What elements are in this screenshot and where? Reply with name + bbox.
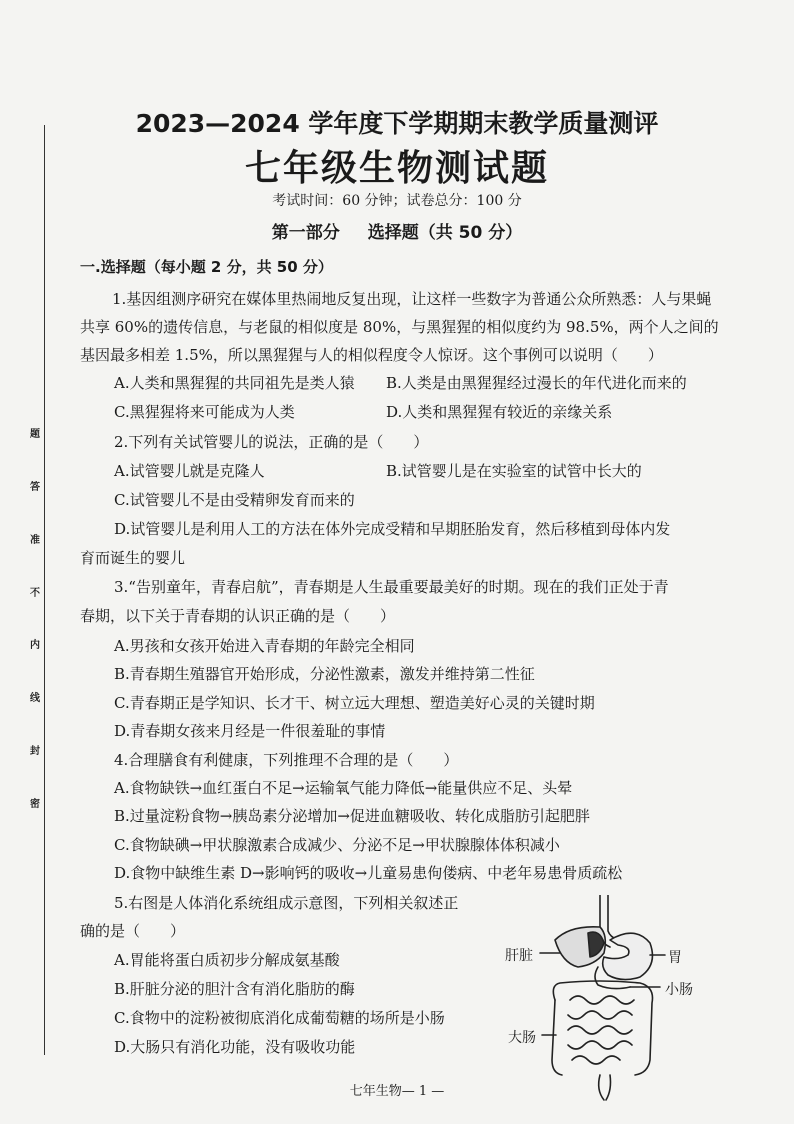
binding-margin-text [27,430,43,810]
binding-line [44,125,45,1055]
q4-option-c: C.食物缺碘→甲状腺激素合成减少、分泌不足→甲状腺腺体体积减小 [114,836,560,854]
digestive-system-illustration [500,895,710,1105]
q1-option-d: D.人类和黑猩猩有较近的亲缘关系 [386,403,613,421]
binding-char: 题 [30,429,40,440]
q5-stem-line1: 5.右图是人体消化系统组成示意图，下列相关叙述正 [114,894,459,912]
part-heading [0,218,794,243]
q4-option-a: A.食物缺铁→血红蛋白不足→运输氧气能力降低→能量供应不足、头晕 [114,779,573,797]
q1-option-a: A.人类和黑猩猩的共同祖先是类人猿 [114,374,355,392]
label-liver: 肝脏 [505,948,533,964]
binding-char: 答 [30,481,40,493]
q4-stem: 4.合理膳食有利健康，下列推理不合理的是（ ） [114,751,459,769]
exam-title-line2: 七年级生物测试题 [244,148,549,189]
binding-char: 准 [30,534,40,546]
q3-option-a: A.男孩和女孩开始进入青春期的年龄完全相同 [114,637,415,655]
q2-option-d-line1: D.试管婴儿是利用人工的方法在体外完成受精和早期胚胎发育，然后移植到母体内发 [114,520,671,538]
q2-option-a: A.试管婴儿就是克隆人 [114,462,265,480]
q5-option-c: C.食物中的淀粉被彻底消化成葡萄糖的场所是小肠 [114,1009,445,1027]
binding-char: 内 [30,640,40,652]
q1-option-b: B.人类是由黑猩猩经过漫长的年代进化而来的 [386,374,687,392]
q3-stem-line2: 春期，以下关于青春期的认识正确的是（ ） [80,607,396,625]
q2-option-c: C.试管婴儿不是由受精卵发育而来的 [114,491,355,509]
label-large-intestine: 大肠 [508,1030,536,1046]
binding-char: 密 [30,798,40,810]
exam-meta: 考试时间：60 分钟；试卷总分：100 分 [272,193,522,209]
q1-stem-line3: 基因最多相差 1.5%，所以黑猩猩与人的相似程度令人惊讶。这个事例可以说明（ ） [80,346,663,364]
label-stomach: 胃 [668,950,682,966]
q3-option-c: C.青春期正是学知识、长才干、树立远大理想、塑造美好心灵的关键时期 [114,694,595,712]
exam-title-line1: 2023—2024 学年度下学期期末教学质量测评 [135,109,659,138]
binding-char: 线 [30,693,40,705]
binding-char: 不 [30,587,40,599]
digestive-system-diagram [500,895,710,1105]
q3-option-b: B.青春期生殖器官开始形成，分泌性激素，激发并维持第二性征 [114,665,535,683]
part-title: 选择题（共 50 分） [367,223,523,243]
q4-option-b: B.过量淀粉食物→胰岛素分泌增加→促进血糖吸收、转化成脂肪引起肥胖 [114,807,590,825]
q5-option-d: D.大肠只有消化功能，没有吸收功能 [114,1038,356,1056]
q1-stem-line2: 共享 60%的遗传信息，与老鼠的相似度是 80%，与黑猩猩的相似度约为 98.5%，两个人之间的 [80,318,719,336]
q4-option-d: D.食物中缺维生素 D→影响钙的吸收→儿童易患佝偻病、中老年易患骨质疏松 [114,864,623,882]
page-footer: 七年生物— 1 — [349,1084,445,1099]
q2-stem: 2.下列有关试管婴儿的说法，正确的是（ ） [114,433,429,451]
q5-stem-line2: 确的是（ ） [80,922,186,940]
q5-option-b: B.肝脏分泌的胆汁含有消化脂肪的酶 [114,980,355,998]
q1-option-c: C.黑猩猩将来可能成为人类 [114,403,295,421]
q2-option-d-line2: 育而诞生的婴儿 [80,549,186,567]
section-heading: 一.选择题（每小题 2 分，共 50 分） [80,258,333,276]
q2-option-b: B.试管婴儿是在实验室的试管中长大的 [386,462,642,480]
label-small-intestine: 小肠 [665,982,693,998]
q3-option-d: D.青春期女孩来月经是一件很羞耻的事情 [114,722,386,740]
q3-stem-line1: 3.“告别童年，青春启航”，青春期是人生最重要最美好的时期。现在的我们正处于青 [114,578,669,596]
part-label: 第一部分 [271,223,340,243]
binding-char: 封 [30,746,40,758]
q5-option-a: A.胃能将蛋白质初步分解成氨基酸 [114,951,340,969]
q1-stem-line1: 1.基因组测序研究在媒体里热闹地反复出现，让这样一些数字为普通公众所熟悉：人与果蝇 [112,290,712,308]
